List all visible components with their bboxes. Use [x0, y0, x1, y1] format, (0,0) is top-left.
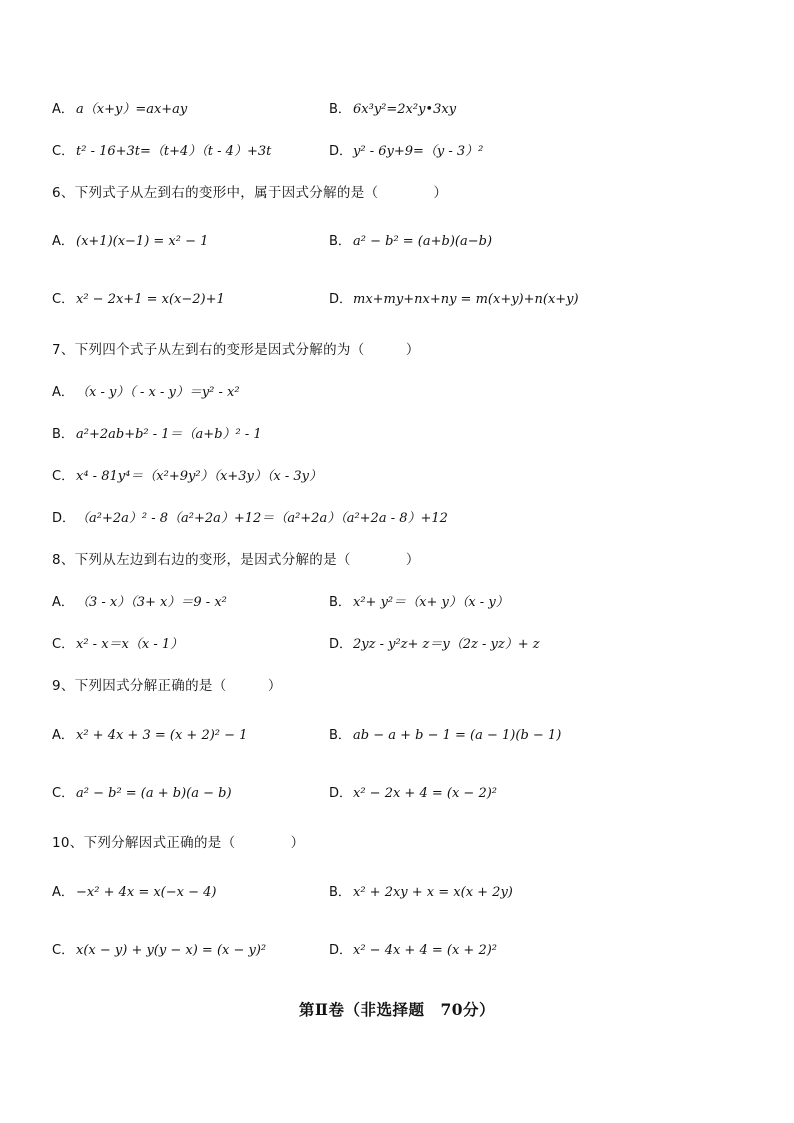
option-letter: C．	[52, 292, 75, 307]
option-letter: C．	[52, 144, 75, 159]
option-letter: A．	[52, 728, 74, 743]
option-expression: x²+ y²＝（x+ y）（x - y）	[353, 595, 509, 610]
option-expression: x² − 2x+1 = x(x−2)+1	[76, 292, 225, 307]
q5-option-c[interactable]	[52, 143, 271, 161]
q7-option-c[interactable]	[52, 468, 322, 486]
option-expression: x² − 4x + 4 = (x + 2)²	[353, 943, 498, 958]
q7-option-a[interactable]	[52, 384, 240, 402]
option-expression: −x² + 4x = x(−x − 4)	[76, 885, 217, 900]
q5-option-d[interactable]	[329, 143, 483, 161]
option-letter: B．	[329, 595, 351, 610]
option-letter: B．	[329, 728, 351, 743]
q10-title: 10、下列分解因式正确的是（ ）	[52, 835, 305, 851]
option-expression: y² - 6y+9=（y - 3）²	[353, 144, 484, 159]
option-letter: D．	[329, 637, 353, 652]
option-expression: （3 - x）（3+ x）＝9 - x²	[76, 595, 227, 610]
option-expression: a²+2ab+b² - 1＝（a+b）² - 1	[76, 427, 262, 442]
q7-option-d[interactable]	[52, 510, 448, 528]
q9-title: 9、下列因式分解正确的是（ ）	[52, 678, 282, 694]
option-letter: A．	[52, 102, 74, 117]
option-letter: C．	[52, 469, 75, 484]
q6-option-d[interactable]	[329, 291, 579, 309]
option-expression: （a²+2a）² - 8（a²+2a）+12＝（a²+2a）（a²+2a - 8）+12	[76, 511, 448, 526]
q9-option-a[interactable]	[52, 727, 247, 745]
option-expression: t² - 16+3t=（t+4）（t - 4）+3t	[76, 144, 272, 159]
option-expression: x(x − y) + y(y − x) = (x − y)²	[76, 943, 267, 958]
q10-option-d[interactable]	[329, 942, 497, 960]
q9-option-d[interactable]	[329, 785, 497, 803]
option-letter: B．	[52, 427, 74, 442]
q8-option-a[interactable]	[52, 594, 227, 612]
option-letter: D．	[329, 943, 353, 958]
q8-option-b[interactable]	[329, 594, 509, 612]
option-letter: D．	[329, 786, 353, 801]
q10-option-a[interactable]	[52, 884, 216, 902]
option-letter: D．	[329, 292, 353, 307]
option-expression: x² + 4x + 3 = (x + 2)² − 1	[76, 728, 248, 743]
option-expression: （x - y）（ - x - y）＝y² - x²	[76, 385, 240, 400]
q6-option-b[interactable]	[329, 233, 492, 251]
q7-option-b[interactable]	[52, 426, 262, 444]
q6-option-a[interactable]	[52, 233, 208, 251]
option-letter: A．	[52, 234, 74, 249]
q5-option-a[interactable]	[52, 101, 187, 119]
section-title: 第Ⅱ卷（非选择题 70分）	[298, 1000, 496, 1019]
option-letter: C．	[52, 943, 75, 958]
option-expression: a（x+y）=ax+ay	[76, 102, 188, 117]
q6-option-c[interactable]	[52, 291, 225, 309]
q9-option-b[interactable]	[329, 727, 561, 745]
q8-option-c[interactable]	[52, 636, 183, 654]
q10-option-b[interactable]	[329, 884, 513, 902]
option-expression: x² - x＝x（x - 1）	[76, 637, 184, 652]
q9-option-c[interactable]	[52, 785, 232, 803]
option-letter: D．	[52, 511, 76, 526]
q6-title: 6、下列式子从左到右的变形中，属于因式分解的是（ ）	[52, 185, 448, 201]
option-letter: B．	[329, 885, 351, 900]
option-expression: x⁴ - 81y⁴＝（x²+9y²）（x+3y）（x - 3y）	[76, 469, 323, 484]
option-expression: 6x³y²=2x²y•3xy	[353, 102, 457, 117]
option-expression: x² − 2x + 4 = (x − 2)²	[353, 786, 498, 801]
option-letter: A．	[52, 885, 74, 900]
option-letter: C．	[52, 637, 75, 652]
option-expression: 2yz - y²z+ z＝y（2z - yz）+ z	[353, 637, 540, 652]
option-letter: B．	[329, 102, 351, 117]
option-expression: a² − b² = (a+b)(a−b)	[353, 234, 493, 249]
option-letter: A．	[52, 595, 74, 610]
option-expression: x² + 2xy + x = x(x + 2y)	[353, 885, 513, 900]
q8-title: 8、下列从左边到右边的变形，是因式分解的是（ ）	[52, 552, 420, 568]
option-expression: mx+my+nx+ny = m(x+y)+n(x+y)	[353, 292, 579, 307]
q8-option-d[interactable]	[329, 636, 540, 654]
option-expression: ab − a + b − 1 = (a − 1)(b − 1)	[353, 728, 562, 743]
option-expression: (x+1)(x−1) = x² − 1	[76, 234, 209, 249]
option-letter: D．	[329, 144, 353, 159]
q7-title: 7、下列四个式子从左到右的变形是因式分解的为（ ）	[52, 342, 420, 358]
q10-option-c[interactable]	[52, 942, 266, 960]
option-letter: B．	[329, 234, 351, 249]
option-expression: a² − b² = (a + b)(a − b)	[76, 786, 232, 801]
option-letter: C．	[52, 786, 75, 801]
option-letter: A．	[52, 385, 74, 400]
q5-option-b[interactable]	[329, 101, 456, 119]
